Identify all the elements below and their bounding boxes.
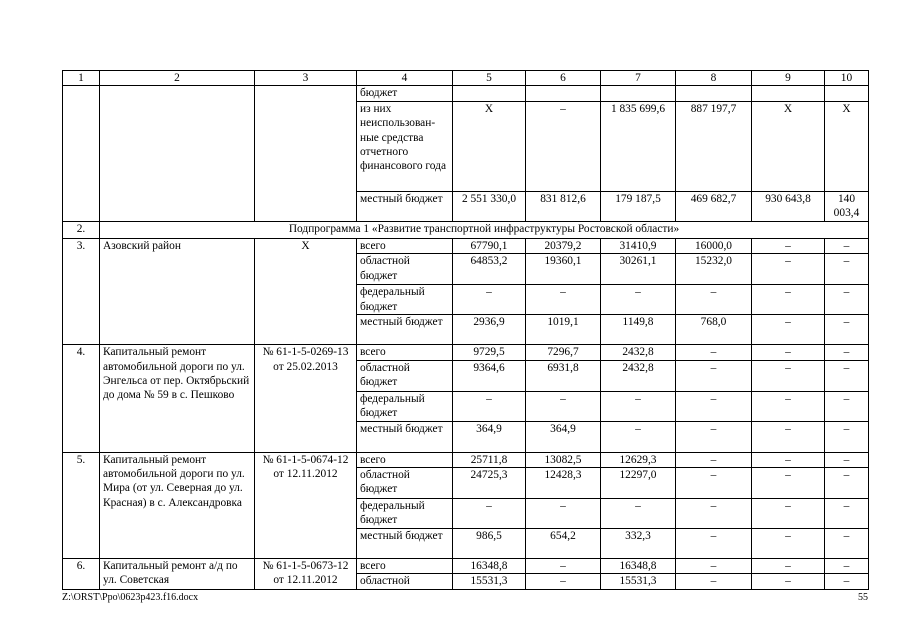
value-cell: 6931,8 — [526, 360, 601, 391]
funding-type-cell: областной — [357, 574, 453, 589]
value-cell: 15531,3 — [601, 574, 676, 589]
value-cell: – — [825, 285, 869, 315]
table-row — [63, 86, 869, 101]
value-cell: 16348,8 — [453, 559, 526, 574]
document-cell: № 61-1-5-0674-12 от 12.11.2012 — [255, 452, 357, 558]
value-cell: – — [825, 468, 869, 499]
value-cell: 16000,0 — [676, 238, 752, 253]
funding-type-cell: местный бюджет — [357, 315, 453, 345]
document-cell: Х — [255, 238, 357, 344]
table-row — [63, 345, 869, 360]
value-cell: 2936,9 — [453, 315, 526, 345]
value-cell: 887 197,7 — [676, 101, 752, 191]
value-cell: 7296,7 — [526, 345, 601, 360]
value-cell: 24725,3 — [453, 468, 526, 499]
value-cell: 831 812,6 — [526, 191, 601, 221]
value-cell: – — [752, 285, 825, 315]
value-cell: – — [752, 559, 825, 574]
name-cell — [100, 86, 255, 221]
value-cell: – — [526, 101, 601, 191]
value-cell: 9729,5 — [453, 345, 526, 360]
value-cell: – — [676, 391, 752, 421]
value-cell: 25711,8 — [453, 452, 526, 467]
value-cell: – — [676, 468, 752, 499]
value-cell: 12428,3 — [526, 468, 601, 499]
value-cell: 986,5 — [453, 529, 526, 559]
value-cell: – — [676, 559, 752, 574]
value-cell: – — [526, 559, 601, 574]
value-cell — [526, 86, 601, 101]
document-cell: № 61-1-5-0673-12 от 12.11.2012 — [255, 559, 357, 590]
value-cell: – — [825, 238, 869, 253]
value-cell — [601, 86, 676, 101]
row-number-cell: 4. — [63, 345, 100, 452]
footer-page-number: 55 — [858, 592, 868, 603]
value-cell: 140 003,4 — [825, 191, 869, 221]
col-header-1: 1 — [63, 71, 100, 86]
value-cell: – — [601, 391, 676, 421]
value-cell: 364,9 — [453, 421, 526, 452]
col-header-9: 9 — [752, 71, 825, 86]
value-cell: – — [825, 345, 869, 360]
funding-type-cell: федеральный бюджет — [357, 499, 453, 529]
value-cell: Х — [752, 101, 825, 191]
value-cell: – — [752, 421, 825, 452]
table-body — [63, 71, 869, 590]
header-row — [63, 71, 869, 86]
value-cell: Х — [825, 101, 869, 191]
value-cell: – — [825, 315, 869, 345]
value-cell: 64853,2 — [453, 254, 526, 285]
value-cell: 364,9 — [526, 421, 601, 452]
value-cell: – — [752, 452, 825, 467]
value-cell — [676, 86, 752, 101]
row-number-cell — [63, 86, 100, 221]
funding-type-cell: областной бюджет — [357, 254, 453, 285]
value-cell: – — [825, 529, 869, 559]
row-number-cell: 2. — [63, 221, 100, 238]
value-cell: – — [453, 285, 526, 315]
value-cell: 13082,5 — [526, 452, 601, 467]
object-name-cell: Азовский район — [100, 238, 255, 344]
value-cell: 31410,9 — [601, 238, 676, 253]
value-cell: Х — [453, 101, 526, 191]
value-cell: – — [752, 529, 825, 559]
value-cell: 768,0 — [676, 315, 752, 345]
object-name-cell: Капитальный ремонт автомобильной дороги по ул. Энгельса от пер. Октябрьский до дома № 59 в с. Пешково — [100, 345, 255, 452]
col-header-10: 10 — [825, 71, 869, 86]
value-cell: 15531,3 — [453, 574, 526, 589]
value-cell: – — [453, 499, 526, 529]
value-cell: – — [676, 529, 752, 559]
value-cell: – — [825, 360, 869, 391]
object-name-cell: Капитальный ремонт автомобильной дороги по ул. Мира (от ул. Северная до ул. Красная) в с. Александровка — [100, 452, 255, 558]
object-name-cell: Капитальный ремонт а/д по ул. Советская — [100, 559, 255, 590]
subprogram-title: Подпрограмма 1 «Развитие транспортной инфраструктуры Ростовской области» — [100, 221, 869, 238]
document-cell — [255, 86, 357, 221]
value-cell: – — [752, 499, 825, 529]
col-header-7: 7 — [601, 71, 676, 86]
value-cell: 2 551 330,0 — [453, 191, 526, 221]
value-cell: – — [526, 391, 601, 421]
value-cell: 2432,8 — [601, 360, 676, 391]
table-row — [63, 238, 869, 253]
value-cell: – — [752, 468, 825, 499]
value-cell: 30261,1 — [601, 254, 676, 285]
value-cell: – — [825, 254, 869, 285]
document-cell: № 61-1-5-0269-13 от 25.02.2013 — [255, 345, 357, 452]
value-cell: – — [825, 559, 869, 574]
value-cell: – — [676, 285, 752, 315]
value-cell: 15232,0 — [676, 254, 752, 285]
subprogram-row — [63, 221, 869, 238]
col-header-2: 2 — [100, 71, 255, 86]
value-cell: – — [752, 315, 825, 345]
value-cell: – — [752, 574, 825, 589]
value-cell: – — [676, 452, 752, 467]
value-cell: – — [601, 421, 676, 452]
value-cell: – — [676, 574, 752, 589]
funding-type-cell: местный бюджет — [357, 191, 453, 221]
funding-type-cell: федеральный бюджет — [357, 285, 453, 315]
value-cell: – — [676, 360, 752, 391]
value-cell: – — [453, 391, 526, 421]
funding-type-cell: местный бюджет — [357, 529, 453, 559]
value-cell — [453, 86, 526, 101]
value-cell: – — [676, 499, 752, 529]
value-cell: – — [752, 254, 825, 285]
value-cell: 179 187,5 — [601, 191, 676, 221]
value-cell: 1 835 699,6 — [601, 101, 676, 191]
funding-type-cell: областной бюджет — [357, 468, 453, 499]
col-header-6: 6 — [526, 71, 601, 86]
value-cell: 469 682,7 — [676, 191, 752, 221]
funding-type-cell: всего — [357, 238, 453, 253]
value-cell: 1149,8 — [601, 315, 676, 345]
value-cell: – — [676, 345, 752, 360]
value-cell: – — [526, 574, 601, 589]
value-cell: – — [752, 238, 825, 253]
row-number-cell: 6. — [63, 559, 100, 590]
value-cell: – — [825, 391, 869, 421]
funding-type-cell: бюджет — [357, 86, 453, 101]
funding-type-cell: всего — [357, 452, 453, 467]
value-cell: – — [526, 499, 601, 529]
value-cell: 16348,8 — [601, 559, 676, 574]
value-cell: – — [601, 285, 676, 315]
table-row — [63, 452, 869, 467]
table-row — [63, 559, 869, 574]
value-cell: – — [752, 360, 825, 391]
value-cell: – — [676, 421, 752, 452]
row-number-cell: 5. — [63, 452, 100, 558]
funding-type-cell: областной бюджет — [357, 360, 453, 391]
col-header-5: 5 — [453, 71, 526, 86]
col-header-3: 3 — [255, 71, 357, 86]
value-cell: – — [825, 499, 869, 529]
col-header-4: 4 — [357, 71, 453, 86]
value-cell: – — [752, 391, 825, 421]
col-header-8: 8 — [676, 71, 752, 86]
value-cell — [825, 86, 869, 101]
footer-file-path: Z:\ORST\Ppo\0623p423.f16.docx — [62, 592, 199, 603]
value-cell: 19360,1 — [526, 254, 601, 285]
value-cell — [752, 86, 825, 101]
budget-table — [62, 70, 869, 590]
value-cell: – — [825, 574, 869, 589]
value-cell: – — [825, 452, 869, 467]
value-cell: 654,2 — [526, 529, 601, 559]
value-cell: 20379,2 — [526, 238, 601, 253]
value-cell: 2432,8 — [601, 345, 676, 360]
value-cell: – — [601, 499, 676, 529]
funding-type-cell: федеральный бюджет — [357, 391, 453, 421]
funding-type-cell: местный бюджет — [357, 421, 453, 452]
value-cell: 930 643,8 — [752, 191, 825, 221]
funding-type-cell: из них неиспользован-ные средства отчетного финансового года — [357, 101, 453, 191]
row-number-cell: 3. — [63, 238, 100, 344]
funding-type-cell: всего — [357, 345, 453, 360]
value-cell: 332,3 — [601, 529, 676, 559]
value-cell: 12629,3 — [601, 452, 676, 467]
value-cell: 12297,0 — [601, 468, 676, 499]
value-cell: – — [752, 345, 825, 360]
value-cell: 1019,1 — [526, 315, 601, 345]
value-cell: 9364,6 — [453, 360, 526, 391]
value-cell: 67790,1 — [453, 238, 526, 253]
value-cell: – — [825, 421, 869, 452]
value-cell: – — [526, 285, 601, 315]
funding-type-cell: всего — [357, 559, 453, 574]
